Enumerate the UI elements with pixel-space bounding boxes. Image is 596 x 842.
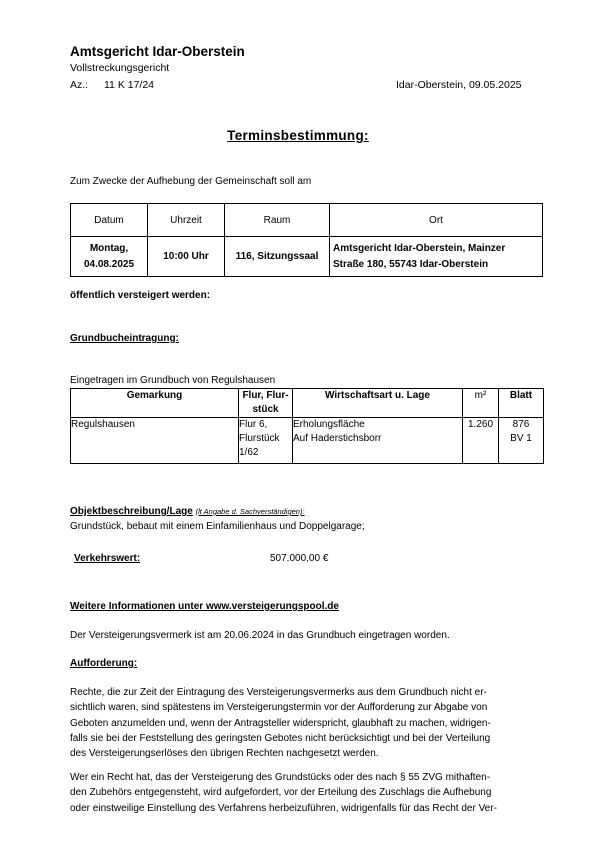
auction-weekday: Montag,	[89, 242, 129, 254]
cell-area: 1.260	[463, 418, 499, 464]
header-flur-line1: Flur, Flur-	[242, 390, 289, 401]
paragraph-line: sichtlich waren, sind spätestens im Versteigerungstermin vor der Aufforderung zur Abgabe von	[70, 702, 488, 714]
more-info-link[interactable]: Weitere Informationen unter www.versteigerungspool.de	[70, 601, 339, 612]
auction-place	[330, 237, 543, 277]
vermerk-text: Der Versteigerungsvermerk ist am 20.06.2024 in das Grundbuch eingetragen worden.	[70, 630, 450, 641]
cell-flur-line1: Flur 6,	[239, 419, 268, 430]
table-row	[71, 237, 543, 277]
paragraph-line: falls sie bei der Feststellung des geringsten Gebotes nicht berücksichtigt und bei der Verteilung	[70, 732, 491, 744]
object-heading: Objektbeschreibung/Lage	[70, 506, 193, 517]
paragraph-line: oder einstweilige Einstellung des Verfahrens herbeizuführen, widrigenfalls für das Recht der Ver-	[70, 802, 497, 814]
header-datum: Datum	[71, 204, 148, 237]
court-department: Vollstreckungsgericht	[70, 62, 170, 74]
header-wirtschaftsart: Wirtschaftsart u. Lage	[293, 389, 463, 418]
cell-blatt-line1: 876	[512, 419, 530, 430]
cell-flur-line3: 1/62	[239, 447, 259, 458]
file-number: 11 K 17/24	[104, 79, 155, 91]
file-number-label: Az.:	[70, 79, 89, 91]
header-uhrzeit: Uhrzeit	[148, 204, 225, 237]
table-header-row	[71, 389, 544, 418]
market-value-label: Verkehrswert:	[74, 553, 141, 564]
auction-date-value: 04.08.2025	[83, 258, 135, 270]
court-name: Amtsgericht Idar-Oberstein	[70, 44, 245, 59]
market-value-amount: 507.000,00 €	[270, 553, 329, 564]
header-ort: Ort	[330, 204, 543, 237]
land-register-table	[70, 388, 544, 464]
place-date: Idar-Oberstein, 09.05.2025	[396, 79, 522, 91]
aufforderung-heading: Aufforderung:	[70, 658, 138, 669]
auction-phrase: öffentlich versteigert werden:	[70, 290, 211, 301]
auction-place-line1: Amtsgericht Idar-Oberstein, Mainzer	[333, 242, 506, 254]
auction-place-line2: Straße 180, 55743 Idar-Oberstein	[333, 258, 489, 270]
paragraph-line: Wer ein Recht hat, das der Versteigerung des Grundstücks oder des nach § 55 ZVG mithaften-	[70, 772, 491, 783]
aufforderung-paragraph-2	[70, 770, 530, 816]
object-heading-line	[70, 506, 305, 517]
cell-gemarkung: Regulshausen	[71, 418, 239, 464]
paragraph-line: den Zubehörs entgegensteht, wird aufgefordert, vor der Erteilung des Zuschlags die Aufhebung	[70, 787, 492, 799]
cell-flur-line2: Flurstück	[239, 433, 280, 444]
paragraph-line: Rechte, die zur Zeit der Eintragung des Versteigerungsvermerks aus dem Grundbuch nicht er-	[70, 687, 487, 698]
paragraph-line: des Versteigerungserlöses den übrigen Rechten nachgesetzt werden.	[70, 748, 379, 760]
cell-flur	[239, 418, 293, 464]
header-area: m²	[463, 389, 499, 418]
cell-wirtschaftsart	[293, 418, 463, 464]
auction-room: 116, Sitzungssaal	[225, 237, 330, 277]
auction-date	[71, 237, 148, 277]
cell-blatt-line2: BV 1	[510, 433, 532, 444]
auction-table	[70, 203, 543, 277]
object-description: Grundstück, bebaut mit einem Einfamilienhaus und Doppelgarage;	[70, 521, 365, 532]
aufforderung-paragraph-1	[70, 685, 530, 761]
document-title: Terminsbestimmung:	[227, 128, 369, 143]
table-header-row	[71, 204, 543, 237]
cell-blatt	[499, 418, 544, 464]
auction-time: 10:00 Uhr	[148, 237, 225, 277]
land-register-intro: Eingetragen im Grundbuch von Regulshausen	[70, 375, 276, 386]
paragraph-line: Geboten anzumelden und, wenn der Antragsteller widerspricht, glaubhaft zu machen, widrigen-	[70, 717, 491, 729]
cell-art-line2: Auf Haderstichsborr	[293, 433, 382, 444]
table-row	[71, 418, 544, 464]
header-flur	[239, 389, 293, 418]
header-gemarkung: Gemarkung	[71, 389, 239, 418]
header-flur-line2: stück	[252, 404, 279, 415]
header-raum: Raum	[225, 204, 330, 237]
object-note: (lt Angabe d. Sachverständigen):	[195, 507, 305, 516]
intro-text: Zum Zwecke der Aufhebung der Gemeinschaft soll am	[70, 176, 312, 187]
cell-art-line1: Erholungsfläche	[293, 419, 365, 430]
land-register-heading: Grundbucheintragung:	[70, 333, 179, 344]
header-blatt: Blatt	[499, 389, 544, 418]
